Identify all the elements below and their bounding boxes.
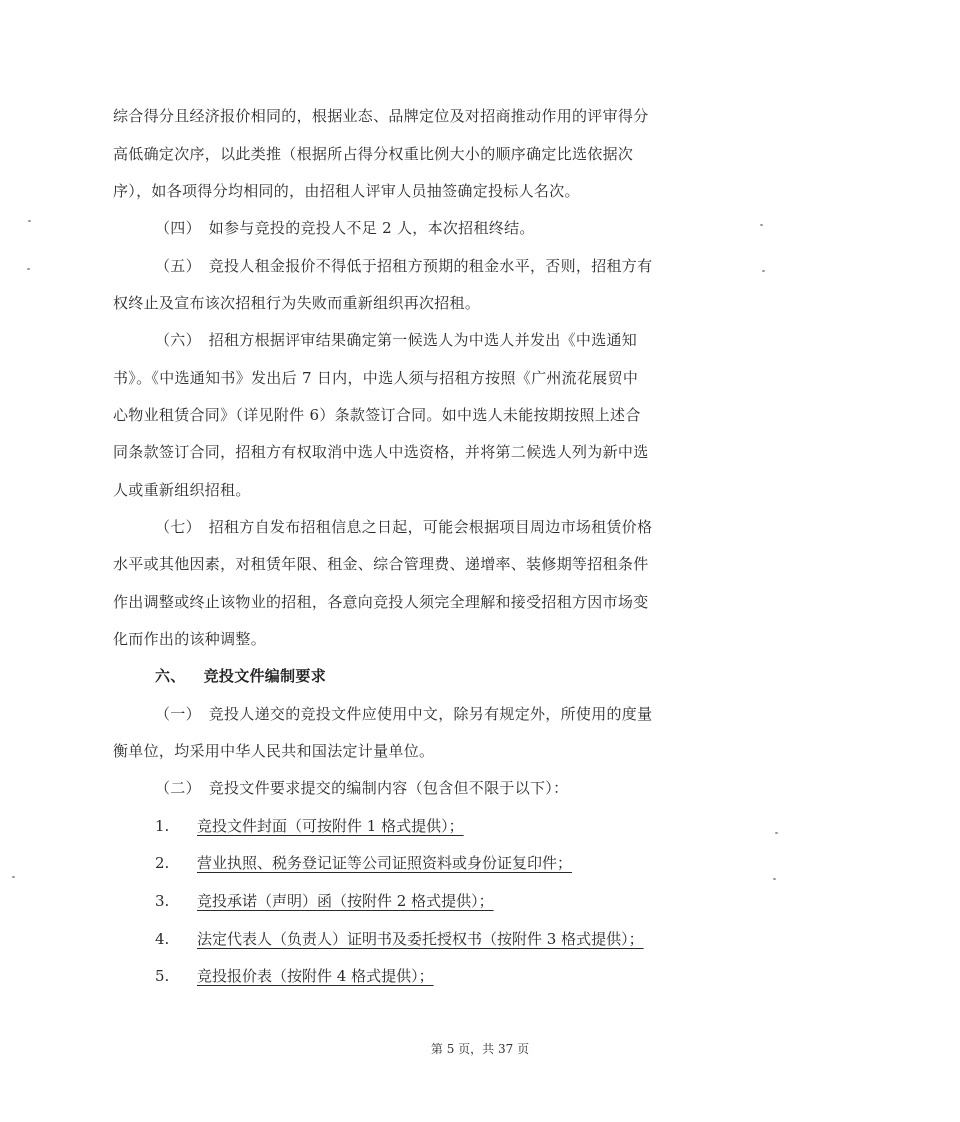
list-item (155, 891, 494, 911)
list-item (155, 929, 644, 949)
paragraph-line: 心物业租赁合同》（详见附件 6）条款签订合同。如中选人未能按期按照上述合 (113, 406, 641, 424)
paragraph-line: 书》。《中选通知书》发出后 7 日内，中选人须与招租方按照《广州流花展贸中 (113, 369, 639, 387)
list-item-number: 3. (155, 892, 170, 910)
paragraph-line: 序），如各项得分均相同的，由招租人评审人员抽签确定投标人名次。 (113, 182, 580, 200)
list-item-text: 竞投报价表（按附件 4 格式提供）； (197, 967, 434, 985)
list-item-number: 5. (155, 967, 170, 985)
page-footer: 第 5 页，共 37 页 (430, 1042, 530, 1056)
list-item (155, 816, 464, 836)
paragraph-line: 综合得分且经济报价相同的，根据业态、品牌定位及对招商推动作用的评审得分 (113, 107, 649, 125)
list-item-number: 4. (155, 930, 170, 948)
paragraph-line: 高低确定次序，以此类推（根据所占得分权重比例大小的顺序确定比选依据次 (113, 145, 634, 163)
paragraph-line: 作出调整或终止该物业的招租，各意向竞投人须完全理解和接受招租方因市场变 (113, 593, 649, 611)
section-number: 六、 (155, 667, 186, 685)
list-item-text: 营业执照、税务登记证等公司证照资料或身份证复印件； (197, 854, 573, 872)
section-title: 竞投文件编制要求 (203, 667, 327, 685)
clause-two: （二） 竞投文件要求提交的编制内容（包含但不限于以下）： (155, 779, 569, 797)
clause-four: （四） 如参与竞投的竞投人不足 2 人，本次招租终结。 (155, 219, 535, 237)
list-item-number: 2. (155, 854, 170, 872)
scan-speck (760, 224, 763, 226)
scan-speck (773, 878, 776, 880)
list-item (155, 853, 572, 873)
scan-speck (775, 832, 778, 834)
section-heading (155, 666, 326, 686)
list-item-text: 竞投承诺（声明）函（按附件 2 格式提供）； (197, 892, 494, 910)
scan-speck (12, 876, 15, 878)
clause-five: （五） 竞投人租金报价不得低于招租方预期的租金水平，否则，招租方有 (155, 257, 653, 275)
clause-six: （六） 招租方根据评审结果确定第一候选人为中选人并发出《中选通知 (155, 331, 638, 349)
list-item-text: 法定代表人（负责人）证明书及委托授权书（按附件 3 格式提供）； (197, 930, 644, 948)
paragraph-line: 水平或其他因素，对租赁年限、租金、综合管理费、递增率、装修期等招租条件 (113, 555, 649, 573)
list-item (155, 966, 434, 986)
paragraph-line: 人或重新组织招租。 (113, 481, 251, 499)
scan-speck (27, 268, 30, 270)
paragraph-line: 化而作出的该种调整。 (113, 630, 267, 648)
list-item-number: 1. (155, 817, 170, 835)
list-item-text: 竞投文件封面（可按附件 1 格式提供）； (197, 817, 464, 835)
paragraph-line: 衡单位，均采用中华人民共和国法定计量单位。 (113, 742, 435, 760)
scan-speck (28, 220, 31, 222)
paragraph-line: 权终止及宣布该次招租行为失败而重新组织再次招租。 (113, 294, 481, 312)
clause-seven: （七） 招租方自发布招租信息之日起，可能会根据项目周边市场租赁价格 (155, 518, 653, 536)
scan-speck (762, 270, 765, 272)
clause-one: （一） 竞投人递交的竞投文件应使用中文，除另有规定外，所使用的度量 (155, 705, 653, 723)
paragraph-line: 同条款签订合同，招租方有权取消中选人中选资格，并将第二候选人列为新中选 (113, 443, 649, 461)
